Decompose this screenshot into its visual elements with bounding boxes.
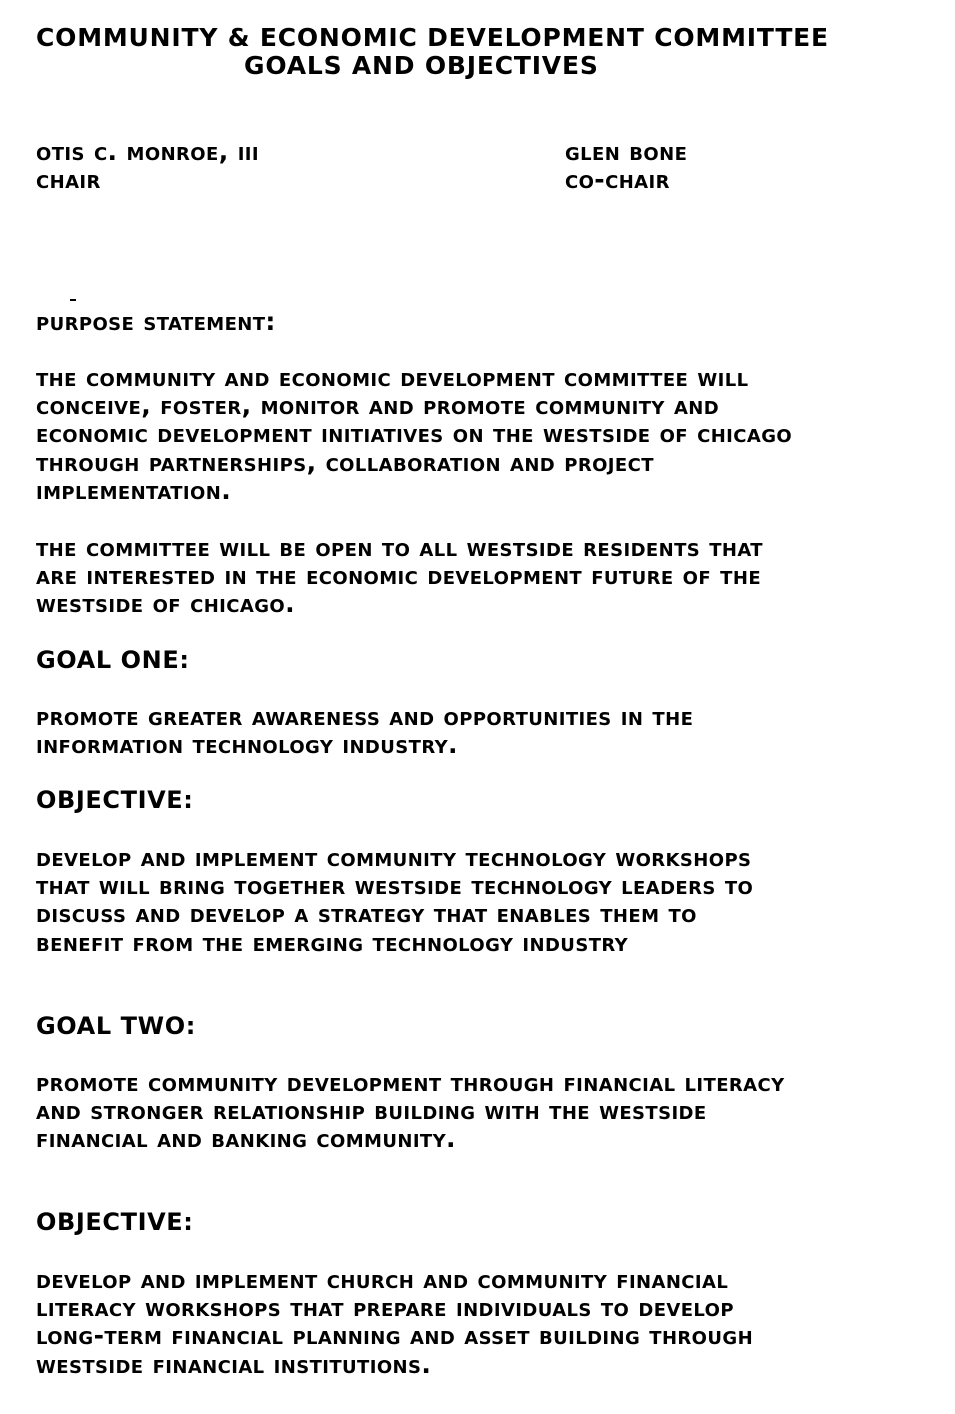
scan-speck	[70, 299, 76, 301]
cochair-role: co-chair	[565, 165, 670, 194]
goal-two-objective-heading: OBJECTIVE:	[36, 1208, 194, 1236]
text-line: information technology industry.	[36, 730, 458, 760]
text-line: promote community development through financial literacy	[36, 1068, 785, 1097]
cochair-name: glen bone	[565, 137, 688, 166]
purpose-paragraph-2	[36, 534, 763, 619]
text-line: are interested in the economic development future of the	[36, 561, 762, 591]
text-line: develop and implement church and community financial	[36, 1265, 729, 1294]
text-line: westside of chicago.	[36, 589, 295, 619]
text-line: through partnerships, collaboration and project	[36, 447, 654, 477]
document-title-line-1: COMMUNITY & ECONOMIC DEVELOPMENT COMMITTEE	[36, 23, 829, 52]
text-line: that will bring together westside technology leaders to	[36, 871, 754, 901]
text-line: long-term financial planning and asset building through	[36, 1321, 754, 1351]
text-line: develop and implement community technology workshops	[36, 843, 752, 872]
text-line: literacy workshops that prepare individuals to develop	[36, 1293, 734, 1323]
document-title-line-2: GOALS AND OBJECTIVES	[244, 51, 599, 80]
chair-role: chair	[36, 165, 101, 194]
text-line: benefit from the emerging technology industry	[36, 927, 629, 957]
text-line: westside financial institutions.	[36, 1349, 432, 1379]
text-line: the community and economic development committee will	[36, 363, 749, 392]
purpose-heading: purpose statement:	[36, 307, 276, 336]
goal-one-objective-text	[36, 844, 753, 957]
goal-one-text	[36, 703, 693, 759]
goal-two-objective-text	[36, 1266, 753, 1379]
chair-name: otis c. monroe, iii	[36, 137, 259, 166]
text-line: conceive, foster, monitor and promote community and	[36, 391, 720, 421]
text-line: implementation.	[36, 475, 232, 505]
goal-two-text	[36, 1069, 785, 1154]
goal-two-heading: GOAL TWO:	[36, 1012, 196, 1040]
text-line: promote greater awareness and opportunities in the	[36, 702, 694, 731]
text-line: economic development initiatives on the westside of chicago	[36, 419, 793, 449]
goal-one-objective-heading: OBJECTIVE:	[36, 786, 194, 814]
text-line: discuss and develop a strategy that enables them to	[36, 899, 697, 929]
text-line: financial and banking community.	[36, 1124, 456, 1154]
purpose-paragraph-1	[36, 364, 792, 505]
text-line: the committee will be open to all westside residents that	[36, 533, 763, 562]
goal-one-heading: GOAL ONE:	[36, 646, 190, 674]
text-line: and stronger relationship building with the westside	[36, 1096, 707, 1126]
